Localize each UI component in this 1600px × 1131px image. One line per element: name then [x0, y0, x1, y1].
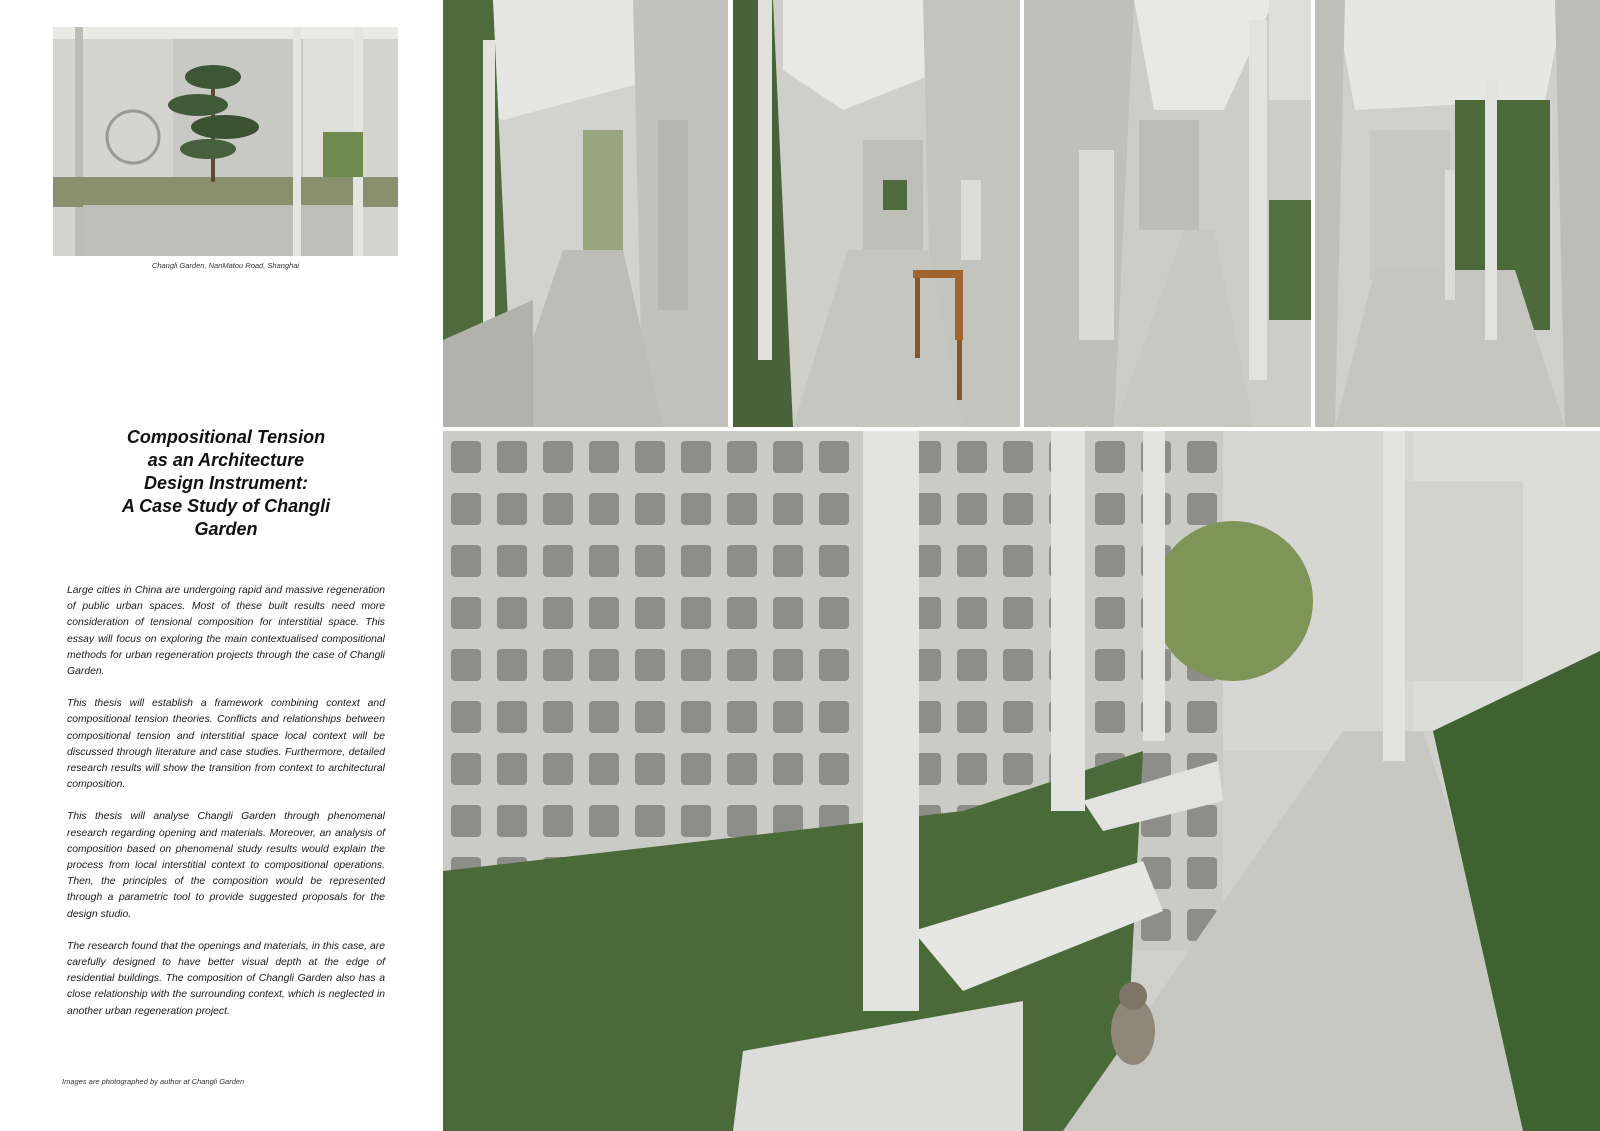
abstract-paragraph: This thesis will establish a framework combining context and compositional tension theories. Conflicts and relationships between compositional tension and interstitial space local context will be discussed through literature and case studies. Furthermore, detailed research results will show the transition from context to architectural composition.: [67, 698, 385, 791]
breeze-block-corridor-photo: [443, 431, 1600, 1131]
title-line: Design Instrument:: [143, 473, 308, 493]
corridor-photo-1: [443, 0, 728, 427]
title-line: as an Architecture: [147, 450, 305, 470]
corridor-photo-3: [1024, 0, 1311, 427]
title-line: A Case Study of Changli: [121, 496, 331, 516]
corridor-photo-4: [1315, 0, 1600, 427]
photo-credit: Images are photographed by author at Changli Garden: [62, 1077, 245, 1086]
photo-caption: Changli Garden, NanMatou Road, Shanghai: [151, 261, 300, 270]
essay-title: [100, 426, 352, 541]
abstract-paragraph: Large cities in China are undergoing rapid and massive regeneration of public urban spaces. Most of these built results need more consideration of tensional composition for interstitial space. This essay will focus on exploring the main contextualised compositional methods for urban regeneration projects through the case of Changli Garden.: [67, 585, 385, 678]
abstract-paragraph: This thesis will analyse Changli Garden through phenomenal research regarding opening and materials. Moreover, an analysis of composition based on phenomenal study results would explain the process from local interstitial context to compositional operations. Then, the principles of the composition would be represented through a parametric tool to provide suggested proposals for the design studio.: [67, 811, 385, 920]
title-line: Compositional Tension: [126, 427, 326, 447]
abstract: [67, 583, 385, 1036]
abstract-paragraph: The research found that the openings and materials, in this case, are carefully designed to have better visual depth at the edge of residential buildings. The composition of Changli Garden also has a close relationship with the surrounding context, which is neglected in another urban regeneration project.: [67, 940, 385, 1017]
title-line: Garden: [194, 519, 258, 539]
courtyard-pine-photo: [53, 27, 398, 256]
corridor-chair-photo: [733, 0, 1020, 427]
